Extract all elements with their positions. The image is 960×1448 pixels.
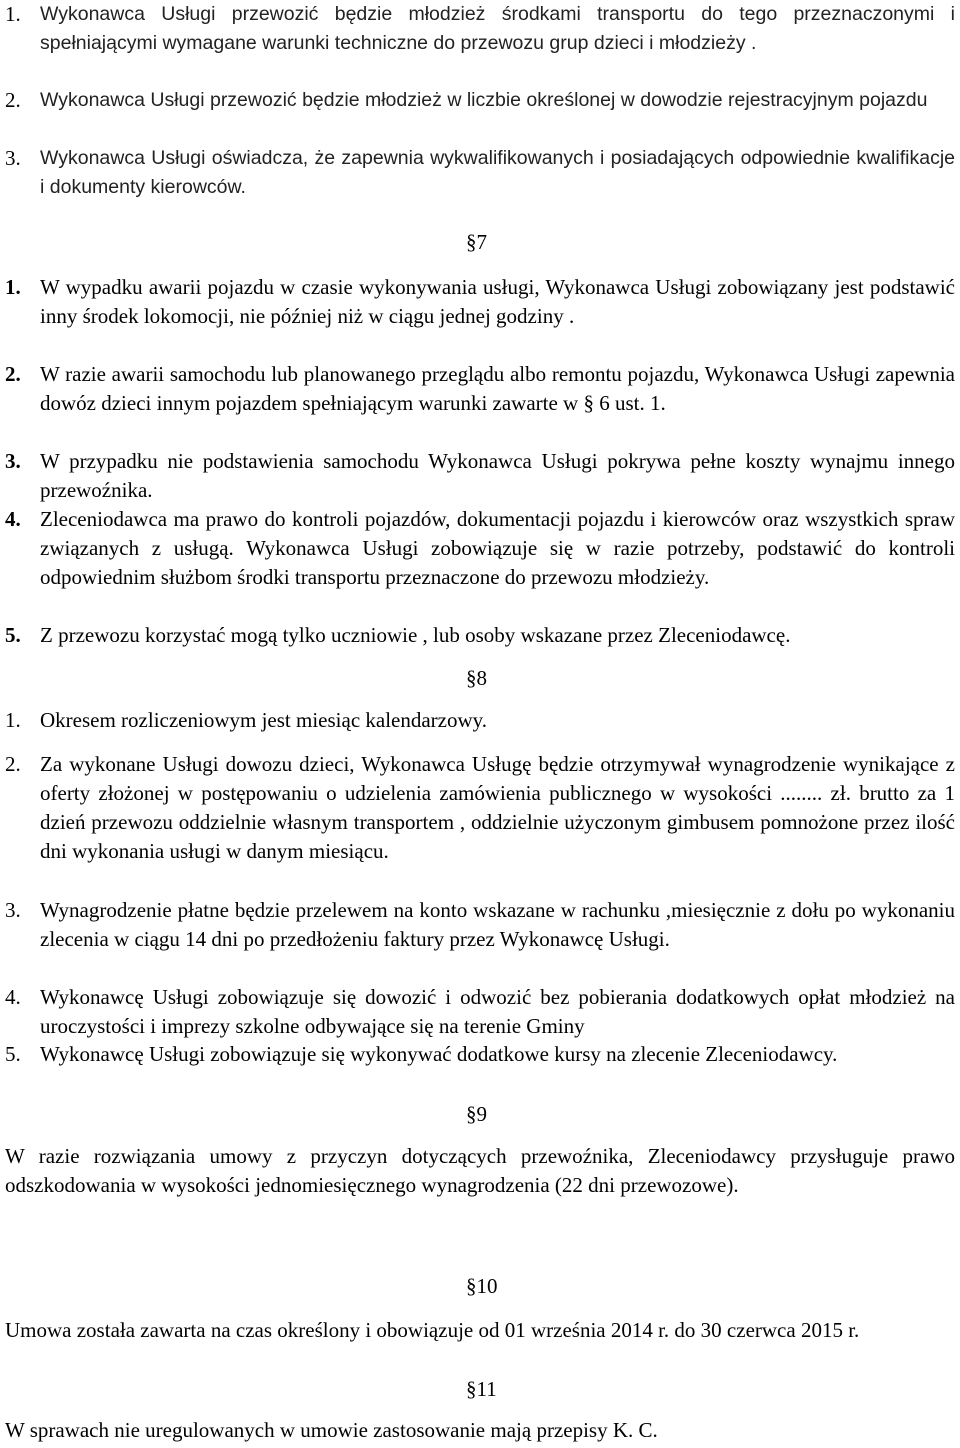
section-11-text: W sprawach nie uregulowanych w umowie zastosowanie mają przepisy K. C. bbox=[5, 1418, 658, 1442]
section-7-heading: §7 bbox=[466, 230, 487, 254]
list-item bbox=[0, 86, 955, 115]
item-text: Wykonawca Usługi przewozić będzie młodzież środkami transportu do tego przeznaczonymi i spełniającymi wymagane warunki techniczne do przewozu grup dzieci i młodzieży . bbox=[40, 3, 955, 54]
item-number: 1. bbox=[5, 2, 21, 26]
item-number: 4. bbox=[5, 507, 21, 531]
item-text: W wypadku awarii pojazdu w czasie wykonywania usługi, Wykonawca Usługi zobowiązany jest podstawić inny środek lokomocji, nie później niż w ciągu jednej godziny . bbox=[40, 275, 955, 328]
list-item bbox=[0, 0, 955, 58]
list-item bbox=[0, 144, 955, 202]
item-text: Wykonawca Usługi oświadcza, że zapewnia wykwalifikowanych i posiadających odpowiednie kwalifikacje i dokumenty kierowców. bbox=[40, 147, 955, 198]
list-item bbox=[0, 750, 955, 866]
item-number: 2. bbox=[5, 88, 21, 112]
section-10-text: Umowa została zawarta na czas określony i obowiązuje od 01 września 2014 r. do 30 czerwca 2015 r. bbox=[5, 1318, 860, 1342]
list-item bbox=[0, 505, 955, 592]
list-item bbox=[0, 1040, 955, 1069]
item-number: 1. bbox=[5, 708, 21, 732]
section-8-heading: §8 bbox=[466, 666, 487, 690]
item-number: 1. bbox=[5, 275, 21, 299]
item-number: 5. bbox=[5, 1042, 21, 1066]
item-text: Zleceniodawca ma prawo do kontroli pojazdów, dokumentacji pojazdu i kierowców oraz wszystkich spraw związanych z usługą. Wykonawca Usługi zobowiązuje się w razie potrzeby, podstawić do kontroli odpowiednim służbom środki transportu przeznaczone do przewozu młodzieży. bbox=[40, 507, 955, 589]
section-10-heading: §10 bbox=[466, 1274, 498, 1298]
item-text: Wykonawcę Usługi zobowiązuje się dowozić i odwozić bez pobierania dodatkowych opłat młodzież na uroczystości i imprezy szkolne odbywające się na terenie Gminy bbox=[40, 985, 955, 1038]
item-text: Wykonawca Usługi przewozić będzie młodzież w liczbie określonej w dowodzie rejestracyjnym pojazdu bbox=[40, 89, 928, 111]
item-text: W razie awarii samochodu lub planowanego przeglądu albo remontu pojazdu, Wykonawca Usługi zapewnia dowóz dzieci innym pojazdem spełniającym warunki zawarte w § 6 ust. 1. bbox=[40, 362, 955, 415]
item-text: Za wykonane Usługi dowozu dzieci, Wykonawca Usługę będzie otrzymywał wynagrodzenie wynikające z oferty złożonej w postępowaniu o udzielenia zamówienia publicznego w wysokości ........ zł. brutto za 1 dzień przewozu oddzielnie własnym transportem , oddzielnie użyczonym gimbusem pomnożone przez ilość dni wykonania usługi w danym miesiącu. bbox=[40, 752, 955, 863]
list-item bbox=[0, 273, 955, 331]
item-text: Okresem rozliczeniowym jest miesiąc kalendarzowy. bbox=[40, 708, 488, 732]
list-item bbox=[0, 706, 955, 735]
item-number: 3. bbox=[5, 449, 21, 473]
item-number: 5. bbox=[5, 623, 21, 647]
list-item bbox=[0, 983, 955, 1041]
item-number: 3. bbox=[5, 898, 21, 922]
list-item bbox=[0, 447, 955, 505]
list-item bbox=[0, 621, 955, 650]
section-11-heading: §11 bbox=[466, 1377, 497, 1401]
section-9-heading: §9 bbox=[466, 1102, 487, 1126]
item-text: Z przewozu korzystać mogą tylko uczniowie , lub osoby wskazane przez Zleceniodawcę. bbox=[40, 623, 791, 647]
list-item bbox=[0, 896, 955, 954]
item-number: 4. bbox=[5, 985, 21, 1009]
item-number: 3. bbox=[5, 146, 21, 170]
item-text: Wykonawcę Usługi zobowiązuje się wykonywać dodatkowe kursy na zlecenie Zleceniodawcy. bbox=[40, 1042, 838, 1066]
section-9-text: W razie rozwiązania umowy z przyczyn dotyczących przewoźnika, Zleceniodawcy przysługuje prawo odszkodowania w wysokości jednomiesięcznego wynagrodzenia (22 dni przewozowe). bbox=[5, 1144, 955, 1197]
item-number: 2. bbox=[5, 362, 21, 386]
item-text: W przypadku nie podstawienia samochodu Wykonawca Usługi pokrywa pełne koszty wynajmu innego przewoźnika. bbox=[40, 449, 955, 502]
list-item bbox=[0, 360, 955, 418]
item-text: Wynagrodzenie płatne będzie przelewem na konto wskazane w rachunku ,miesięcznie z dołu po wykonaniu zlecenia w ciągu 14 dni po przedłożeniu faktury przez Wykonawcę Usługi. bbox=[40, 898, 955, 951]
item-number: 2. bbox=[5, 752, 21, 776]
